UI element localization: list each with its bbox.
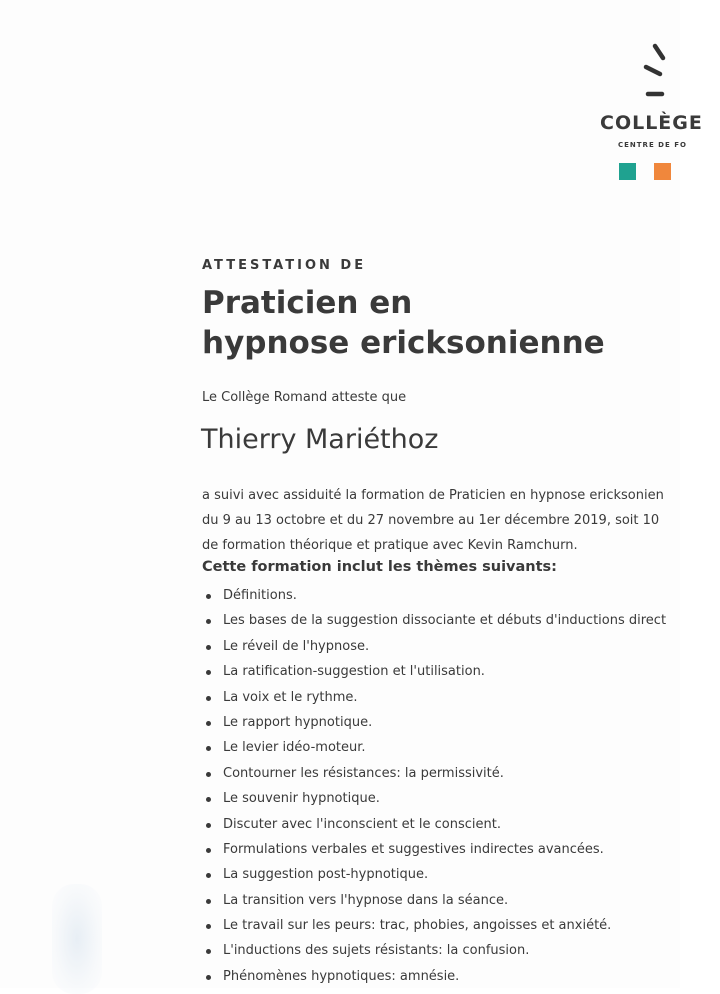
- theme-item: Phénomènes hypnotiques: amnésie.: [202, 966, 666, 991]
- theme-item: La transition vers l'hypnose dans la séance.: [202, 890, 666, 915]
- theme-item: La voix et le rythme.: [202, 687, 666, 712]
- certificate-body: [202, 483, 680, 558]
- title-line-1: Praticien en: [202, 285, 413, 321]
- body-line-3: de formation théorique et pratique avec Kevin Ramchurn.: [202, 538, 578, 553]
- certificate-kicker: ATTESTATION DE: [202, 258, 367, 273]
- theme-item: Le levier idéo-moteur.: [202, 737, 666, 762]
- scan-smudge: [52, 884, 102, 994]
- title-line-2: hypnose ericksonienne: [202, 325, 605, 361]
- theme-item: Les bases de la suggestion dissociante et débuts d'inductions direct: [202, 610, 666, 635]
- logo-subtitle: CENTRE DE FO: [618, 141, 687, 149]
- theme-item: Le souvenir hypnotique.: [202, 788, 666, 813]
- theme-item: Le travail sur les peurs: trac, phobies, angoisses et anxiété.: [202, 915, 666, 940]
- theme-item: L'inductions des sujets résistants: la confusion.: [202, 940, 666, 965]
- body-line-1: a suivi avec assiduité la formation de Praticien en hypnose ericksonien: [202, 488, 664, 503]
- themes-list: [202, 585, 666, 991]
- logo-square-teal: [619, 163, 636, 180]
- attest-line: Le Collège Romand atteste que: [202, 390, 407, 405]
- theme-item: Formulations verbales et suggestives indirectes avancées.: [202, 839, 666, 864]
- recipient-name: Thierry Mariéthoz: [201, 424, 439, 455]
- certificate-title: [202, 283, 605, 363]
- logo-square-orange: [654, 163, 671, 180]
- logo-name: COLLÈGE: [600, 112, 703, 134]
- body-line-2: du 9 au 13 octobre et du 27 novembre au 1er décembre 2019, soit 10: [202, 513, 660, 528]
- theme-item: Discuter avec l'inconscient et le conscient.: [202, 814, 666, 839]
- theme-item: La suggestion post-hypnotique.: [202, 864, 666, 889]
- theme-item: Définitions.: [202, 585, 666, 610]
- sunburst-logo-icon: [640, 40, 690, 100]
- theme-item: Le réveil de l'hypnose.: [202, 636, 666, 661]
- theme-item: La ratification-suggestion et l'utilisation.: [202, 661, 666, 686]
- college-logo: [600, 40, 720, 190]
- themes-heading: Cette formation inclut les thèmes suivants:: [202, 559, 557, 575]
- theme-item: Contourner les résistances: la permissivité.: [202, 763, 666, 788]
- theme-item: Le rapport hypnotique.: [202, 712, 666, 737]
